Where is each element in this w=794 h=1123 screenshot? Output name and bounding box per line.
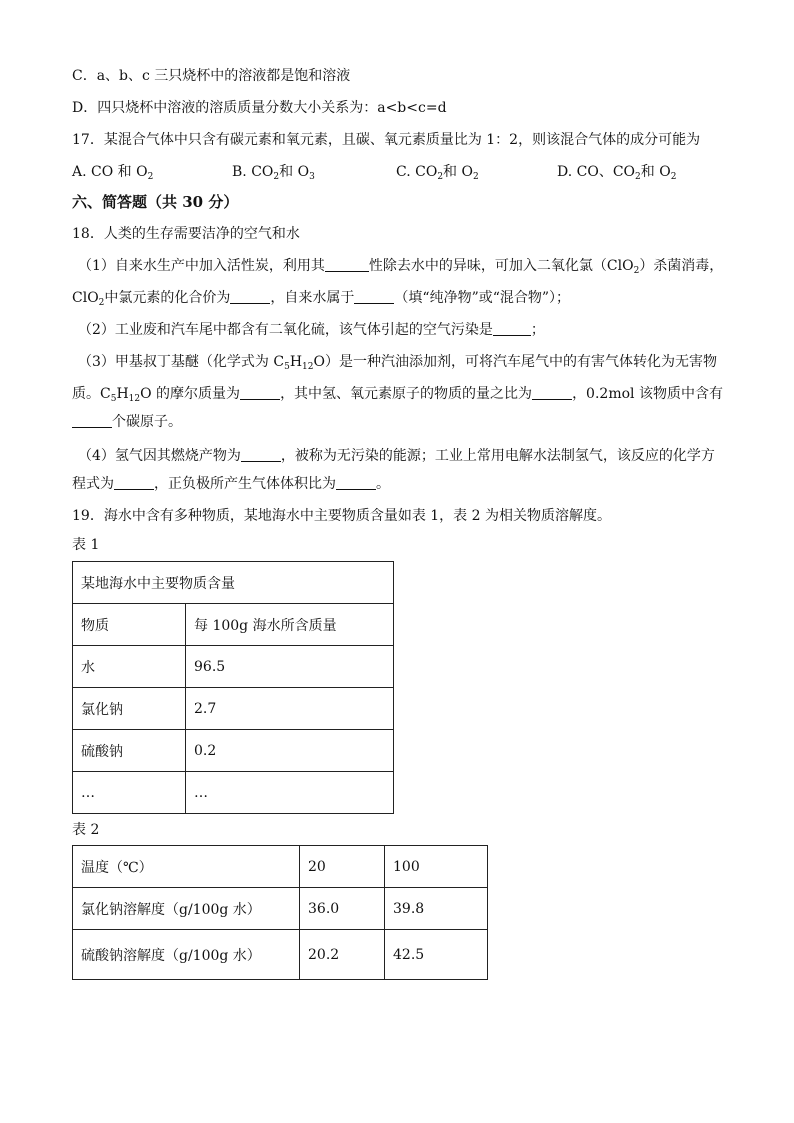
q19-stem: 19．海水中含有多种物质，某地海水中主要物质含量如表 1，表 2 为相关物质溶解度。 <box>72 508 611 524</box>
answer-blank[interactable] <box>493 321 531 336</box>
table-cell: 硫酸钠溶解度（g/100g 水） <box>73 930 300 980</box>
table1 <box>72 561 394 814</box>
table-cell: 温度（℃） <box>73 846 300 888</box>
q18-part4-line2: 程式为 ，正负极所产生气体体积比为 。 <box>72 476 390 492</box>
table-row <box>73 646 394 688</box>
q17-stem: 17．某混合气体中只含有碳元素和氧元素，且碳、氧元素质量比为 1：2，则该混合气体的成分可能为 <box>72 132 701 148</box>
table-row <box>73 772 394 814</box>
table-cell: 2.7 <box>186 688 394 730</box>
table-row <box>73 846 488 888</box>
table1-label: 表 1 <box>72 537 100 553</box>
q17-option-b: B. $CO_2$和 $O_3$ <box>232 164 315 182</box>
q18-part1-line1: （1）自来水生产中加入活性炭，利用其 性除去水中的异味，可加入二氧化氯（ClO$_2$）杀菌消毒， <box>78 258 724 276</box>
q18-part3-line1: （3）甲基叔丁基醚（化学式为 $C_5H_{12}O$）是一种汽油添加剂，可将汽车尾气中的有害气体转化为无害物 <box>78 354 717 372</box>
q18-part2: （2）工业废和汽车尾中都含有二氧化硫，该气体引起的空气污染是 ； <box>78 322 545 338</box>
q18-part4-line1: （4）氢气因其燃烧产物为 ，被称为无污染的能源；工业上常用电解水法制氢气，该反应的化学方 <box>78 448 715 464</box>
table-cell: 100 <box>385 846 488 888</box>
answer-blank[interactable] <box>532 385 572 400</box>
table-cell: 20 <box>300 846 385 888</box>
table-cell: 水 <box>73 646 186 688</box>
q18-part3-line3: 个碳原子。 <box>72 412 182 432</box>
answer-blank[interactable] <box>240 385 280 400</box>
answer-blank[interactable] <box>230 289 270 304</box>
table-cell: 96.5 <box>186 646 394 688</box>
q16-option-c: C．a、b、c 三只烧杯中的溶液都是饱和溶液 <box>72 68 351 84</box>
section-title: 六、简答题（共 30 分） <box>72 193 239 211</box>
table-row <box>73 688 394 730</box>
table-row <box>73 930 488 980</box>
answer-blank[interactable] <box>325 257 369 272</box>
table-cell: 36.0 <box>300 888 385 930</box>
table1-title: 某地海水中主要物质含量 <box>73 562 394 604</box>
table2 <box>72 845 488 980</box>
table-cell: 0.2 <box>186 730 394 772</box>
q18-part1-line2: ClO$_2$中氯元素的化合价为 ，自来水属于 （填“纯净物”或“混合物”）； <box>72 290 571 308</box>
q16-option-d: D．四只烧杯中溶液的溶质质量分数大小关系为：a<b<c=d <box>72 100 447 116</box>
table-cell: 硫酸钠 <box>73 730 186 772</box>
table-cell: 20.2 <box>300 930 385 980</box>
table-cell: … <box>186 772 394 814</box>
q18-part3-line2: 质。$C_5H_{12}O$ 的摩尔质量为 ，其中氢、氧元素原子的物质的量之比为 ，0.2mol 该物质中含有 <box>72 386 723 404</box>
answer-blank[interactable] <box>336 475 376 490</box>
table-cell: 39.8 <box>385 888 488 930</box>
table-row <box>73 888 488 930</box>
answer-blank[interactable] <box>354 289 394 304</box>
table1-header-row <box>73 604 394 646</box>
table-cell: … <box>73 772 186 814</box>
q18-stem: 18．人类的生存需要洁净的空气和水 <box>72 226 300 242</box>
q17-option-a: A. CO 和 $O_2$ <box>72 164 154 182</box>
q17-option-c: C. $CO_2$和 $O_2$ <box>396 164 479 182</box>
answer-blank[interactable] <box>72 413 112 428</box>
table1-header-cell: 物质 <box>73 604 186 646</box>
q17-option-d: D. CO、$CO_2$和 $O_2$ <box>557 164 677 182</box>
table2-label: 表 2 <box>72 822 100 838</box>
answer-blank[interactable] <box>241 447 281 462</box>
table-row <box>73 730 394 772</box>
table-cell: 氯化钠溶解度（g/100g 水） <box>73 888 300 930</box>
answer-blank[interactable] <box>114 475 154 490</box>
table1-header-cell: 每 100g 海水所含质量 <box>186 604 394 646</box>
table-cell: 氯化钠 <box>73 688 186 730</box>
table-cell: 42.5 <box>385 930 488 980</box>
